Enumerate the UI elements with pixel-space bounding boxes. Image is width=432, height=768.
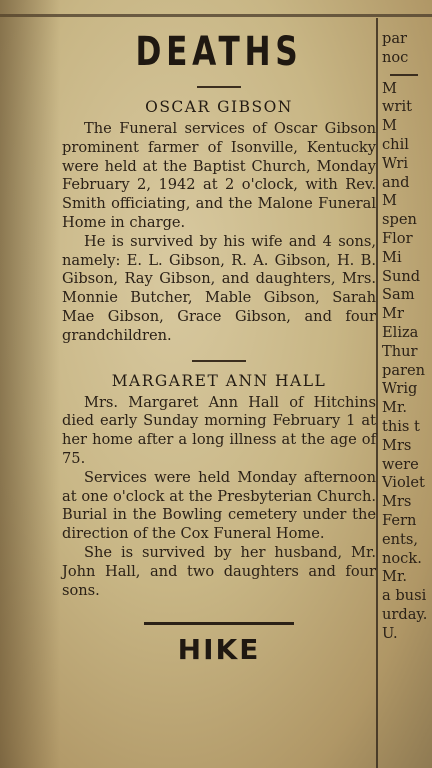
adjacent-column-fragment: Eliza (382, 323, 419, 341)
adjacent-column-fragment: Violet (382, 474, 425, 492)
adjacent-column-fragment: paren (382, 361, 426, 379)
adjacent-column-fragments (382, 30, 432, 644)
adjacent-column-fragment: M (382, 79, 397, 97)
adjacent-column-fragment: noc (382, 48, 409, 66)
adjacent-column-fragment: Sam (382, 286, 415, 304)
deaths-column (62, 22, 376, 666)
obituary-paragraph: Services were held Monday afternoon at one o'clock at the Presbyterian Church. Burial in the Bowling cemetery under the direction of the Cox Funeral Home. (62, 468, 376, 543)
adjacent-column-fragment: urday. (382, 605, 428, 623)
adjacent-column-fragment: writ (382, 98, 412, 116)
adjacent-column-fragment: Wri (382, 154, 408, 172)
adjacent-column-fragment: spen (382, 211, 417, 229)
section-headline: DEATHS (135, 29, 303, 75)
obituary-margaret-ann-hall (62, 372, 376, 601)
adjacent-column-rule (390, 74, 418, 76)
next-section-headline: HIKE (177, 633, 261, 667)
adjacent-column-fragment: were (382, 455, 419, 473)
adjacent-column-fragment: chil (382, 135, 409, 153)
adjacent-column-fragment: M (382, 117, 397, 135)
adjacent-column-fragment: and (382, 173, 410, 191)
adjacent-column-fragment: Mr. (382, 568, 407, 586)
headline-rule (197, 86, 241, 88)
column-rule (376, 18, 378, 768)
adjacent-column-fragment: Mi (382, 248, 402, 266)
adjacent-column-fragment: M (382, 192, 397, 210)
adjacent-column-fragment: ents, (382, 530, 419, 548)
adjacent-column-fragment: Flor (382, 229, 413, 247)
adjacent-column-fragment: Mr. (382, 399, 407, 417)
obituary-oscar-gibson (62, 98, 376, 346)
adjacent-column-fragment: a busi (382, 587, 427, 605)
adjacent-column-fragment: Fern (382, 511, 417, 529)
adjacent-column-fragment: Mr (382, 305, 404, 323)
obituary-name: OSCAR GIBSON (145, 98, 293, 116)
adjacent-column-fragment: Mrs (382, 436, 412, 454)
adjacent-column-fragment: U. (382, 624, 398, 642)
adjacent-column-fragment: Mrs (382, 493, 412, 511)
obituary-paragraph: Mrs. Margaret Ann Hall of Hitchins died early Sunday morning February 1 at her home after a long illness at the age of 75. (62, 393, 376, 467)
adjacent-column-fragment: Sund (382, 267, 421, 285)
adjacent-column-fragment: Thur (382, 342, 418, 360)
adjacent-column-fragment: nock. (382, 549, 422, 567)
adjacent-column-fragment: this t (382, 417, 420, 435)
section-rule (144, 622, 294, 625)
obituary-paragraph: The Funeral services of Oscar Gibson prominent farmer of Isonville, Kentucky were held at the Baptist Church, Monday February 2, 1942 at 2 o'clock, with Rev. Smith officiating, and the Malone Funeral Home in charge. (62, 120, 376, 231)
top-rule (0, 14, 432, 17)
obituary-separator (192, 360, 246, 362)
adjacent-column-fragment: par (382, 30, 408, 47)
page-shadow (0, 0, 60, 768)
obituary-paragraph: He is survived by his wife and 4 sons, namely: E. L. Gibson, R. A. Gibson, H. B. Gibson, Ray Gibson, and daughters, Mrs. Monnie Butcher, Mable Gibson, Sarah Mae Gibson, Grace Gibson, and four grandchildren. (62, 232, 376, 344)
obituary-name: MARGARET ANN HALL (111, 371, 327, 390)
obituary-paragraph: She is survived by her husband, Mr. John Hall, and two daughters and four sons. (62, 543, 376, 599)
adjacent-column-fragment: Wrig (382, 380, 418, 398)
